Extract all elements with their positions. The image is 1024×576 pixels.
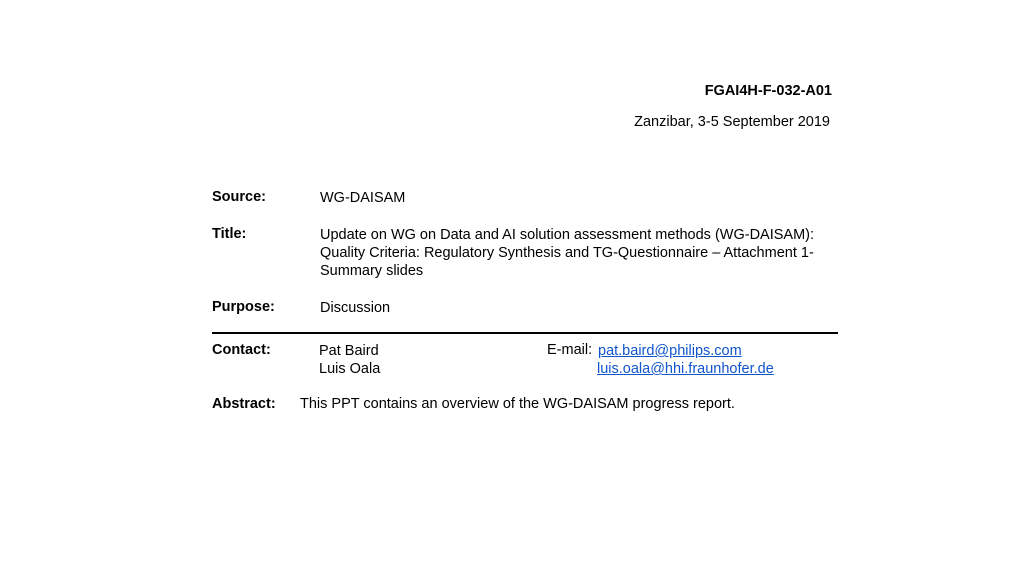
- abstract-label: Abstract:: [212, 396, 276, 412]
- purpose-value: Discussion: [320, 300, 391, 316]
- title-value: Update on WG on Data and AI solution assessment methods (WG-DAISAM): Quality Criteria: Regulatory Synthesis and TG-Questionnaire – Attachment 1- Summary slides: [320, 227, 815, 279]
- title-label: Title:: [212, 226, 247, 242]
- purpose-label: Purpose:: [212, 299, 275, 315]
- contact-name-1: Pat Baird: [319, 343, 379, 359]
- document-id: FGAI4H-F-032-A01: [704, 83, 832, 99]
- email-link-2[interactable]: luis.oala@hhi.fraunhofer.de: [597, 361, 774, 377]
- email-label: E-mail:: [547, 342, 593, 358]
- email-link-1[interactable]: pat.baird@philips.com: [598, 343, 742, 359]
- source-label: Source:: [212, 189, 266, 205]
- location-date: Zanzibar, 3-5 September 2019: [634, 114, 830, 130]
- contact-label: Contact:: [212, 342, 271, 358]
- abstract-text: This PPT contains an overview of the WG-DAISAM progress report.: [300, 396, 735, 412]
- source-value: WG-DAISAM: [320, 190, 406, 206]
- contact-name-2: Luis Oala: [319, 361, 381, 377]
- section-divider: [212, 332, 838, 334]
